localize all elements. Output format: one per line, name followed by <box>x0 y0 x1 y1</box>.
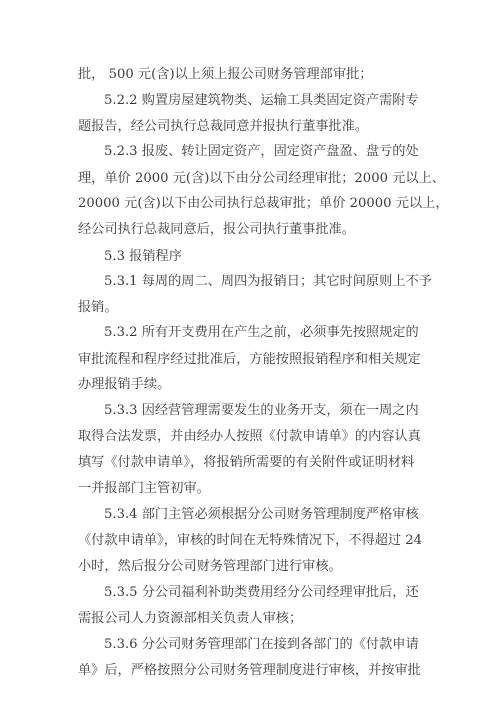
text-line: 报销。 <box>78 300 118 315</box>
text-line: 5.2.2 购置房屋建筑物类、运输工具类固定资产需附专 <box>104 93 419 108</box>
text-line: 填写《付款申请单》，将报销所需要的有关附件或证明材料 <box>78 455 415 470</box>
text-line: 审批流程和程序经过批准后，方能按照报销程序和相关规定 <box>78 352 421 367</box>
text-line: 一并报部门主管初审。 <box>78 481 210 496</box>
text-line: 5.3.1 每周的周二、周四为报销日；其它时间原则上不予 <box>104 274 432 289</box>
text-line: 需报公司人力资源部相关负责人审核； <box>78 611 303 626</box>
text-line: 5.2.3 报废、转让固定资产，固定资产盘盈、盘亏的处 <box>104 144 419 159</box>
text-line: 经公司执行总裁同意后，报公司执行董事批准。 <box>78 222 355 237</box>
text-line: 题报告，经公司执行总裁同意并报执行董事批准。 <box>78 119 369 134</box>
text-line: 5.3.3 因经营管理需要发生的业务开支，须在一周之内 <box>104 403 419 418</box>
text-line: 《付款申请单》，审核的时间在无特殊情况下，不得超过 24 <box>78 533 423 548</box>
text-line: 5.3.6 分公司财务管理部门在接到各部门的《付款申请 <box>104 637 419 652</box>
text-line: 小时，然后报分公司财务管理部门进行审核。 <box>78 559 342 574</box>
text-line: 取得合法发票，并由经办人按照《付款申请单》的内容认真 <box>78 429 421 444</box>
text-line: 20000 元(含)以下由公司执行总裁审批；单价 20000 元以上， <box>78 196 449 211</box>
text-line: 单》后，严格按照分公司财务管理制度进行审核，并按审批 <box>78 663 421 678</box>
text-line: 5.3.5 分公司福利补助类费用经分公司经理审批后，还 <box>104 585 419 600</box>
section-heading: 5.3 报销程序 <box>104 249 182 264</box>
text-line: 5.3.2 所有开支费用在产生之前，必须事先按照规定的 <box>104 325 419 340</box>
text-line: 批， 500 元(含)以上须上报公司财务管理部审批； <box>78 67 373 82</box>
text-line: 办理报销手续。 <box>78 377 171 392</box>
text-line: 5.3.4 部门主管必须根据分公司财务管理制度严格审核 <box>104 507 419 522</box>
text-line: 理，单价 2000 元(含)以下由分公司经理审批；2000 元以上、 <box>78 171 445 186</box>
